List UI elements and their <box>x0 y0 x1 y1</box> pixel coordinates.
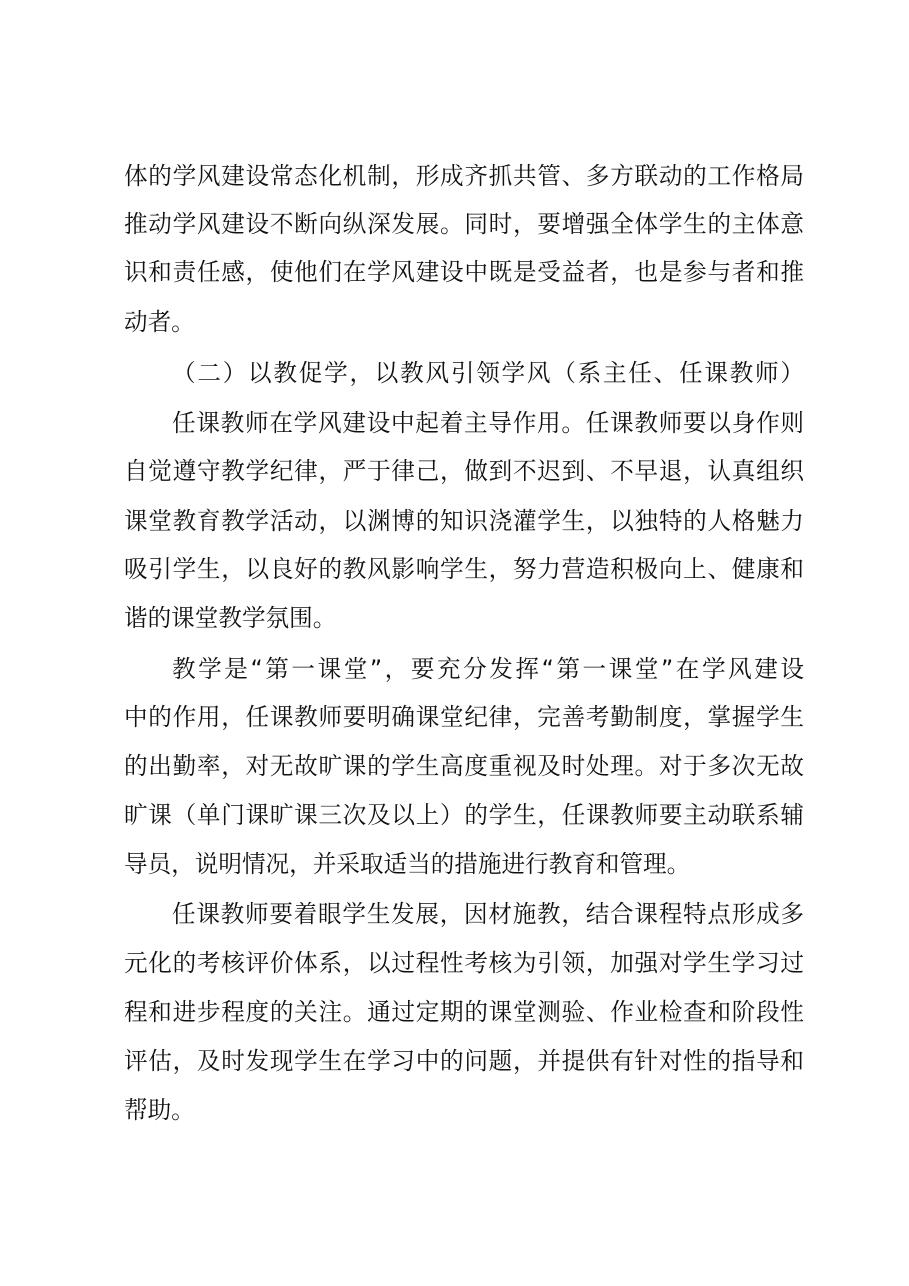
paragraph-line: 评估，及时发现学生在学习中的问题，并提供有针对性的指导和 <box>124 1047 804 1075</box>
paragraph-line: 的出勤率，对无故旷课的学生高度重视及时处理。对于多次无故 <box>124 752 804 780</box>
paragraph-line: 体的学风建设常态化机制，形成齐抓共管、多方联动的工作格局 <box>124 162 804 190</box>
paragraph-line: 导员，说明情况，并采取适当的措施进行教育和管理。 <box>124 850 691 878</box>
paragraph-line: 元化的考核评价体系，以过程性考核为引领，加强对学生学习过 <box>124 949 804 977</box>
paragraph-line: 吸引学生，以良好的教风影响学生，努力营造积极向上、健康和 <box>124 555 804 583</box>
paragraph-line: 中的作用，任课教师要明确课堂纪律，完善考勤制度，掌握学生 <box>124 703 804 731</box>
paragraph-line: 任课教师要着眼学生发展，因材施教，结合课程特点形成多 <box>172 900 804 928</box>
paragraph-line: 动者。 <box>124 308 195 336</box>
paragraph-line: 程和进步程度的关注。通过定期的课堂测验、作业检查和阶段性 <box>124 998 804 1026</box>
paragraph-line: 课堂教育教学活动，以渊博的知识浇灌学生，以独特的人格魅力 <box>124 507 804 535</box>
paragraph-line: 识和责任感，使他们在学风建设中既是受益者，也是参与者和推 <box>124 258 804 286</box>
paragraph-line: 旷课（单门课旷课三次及以上）的学生，任课教师要主动联系辅 <box>124 801 804 829</box>
paragraph-line: 自觉遵守教学纪律，严于律己，做到不迟到、不早退，认真组织 <box>124 457 804 485</box>
paragraph-line: 任课教师在学风建设中起着主导作用。任课教师要以身作则 <box>172 409 804 437</box>
paragraph-line: 帮助。 <box>124 1096 195 1124</box>
paragraph-line: 教学是“第一课堂”，要充分发挥“第一课堂”在学风建设 <box>172 655 804 683</box>
paragraph-line: 谐的课堂教学氛围。 <box>124 604 337 632</box>
paragraph-line: 推动学风建设不断向纵深发展。同时，要增强全体学生的主体意 <box>124 210 804 238</box>
section-heading: （二）以教促学，以教风引领学风（系主任、任课教师） <box>172 359 804 387</box>
